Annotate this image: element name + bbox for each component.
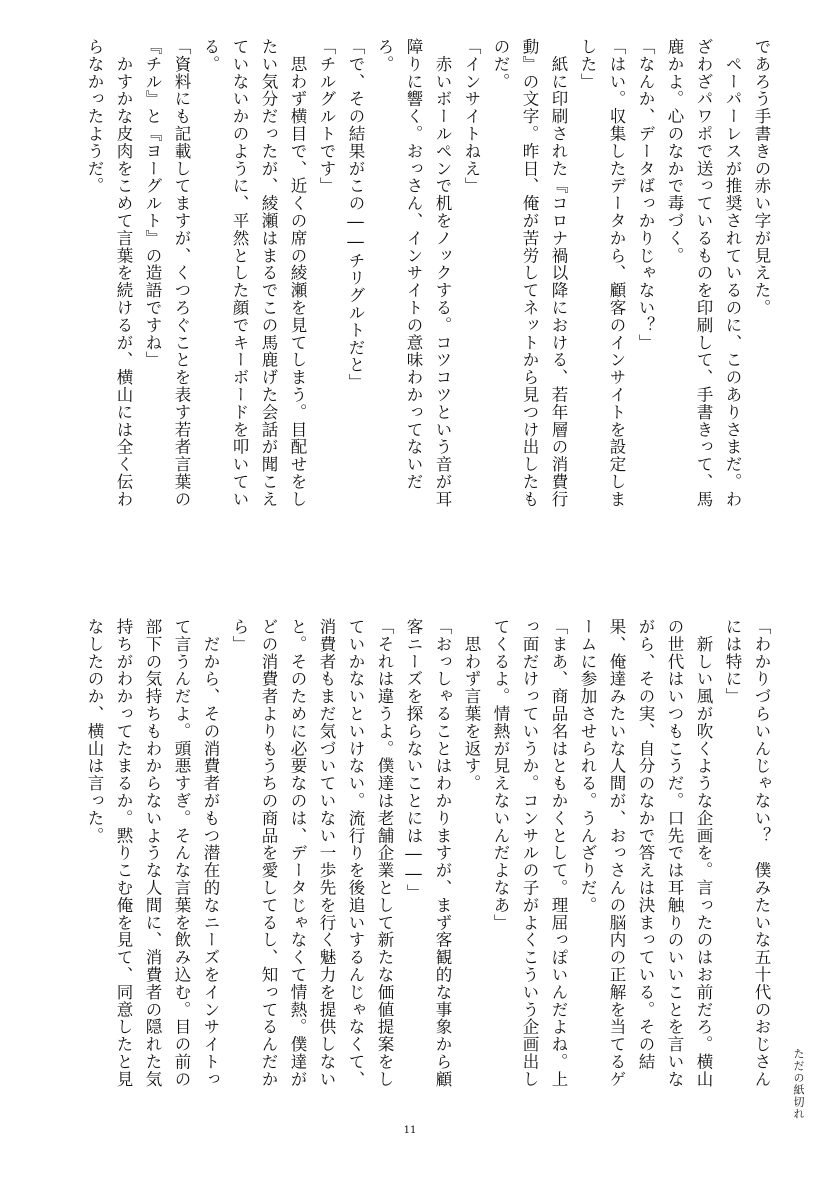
text-line: どの消費者よりもうちの商品を愛してるし、知ってるんだか — [259, 618, 278, 1088]
text-line: ら」 — [230, 618, 249, 653]
text-line: っ面だけっていうか。コンサルの子がよくこういう企画出し — [520, 618, 539, 1088]
text-line: てくるよ。情熱が見えないんだよなあ」 — [491, 618, 510, 932]
text-line: 「資料にも記載してますが、くつろぐことを表す若者言葉の — [172, 38, 191, 508]
text-line: て言うんだよ。頭悪すぎ。そんな言葉を飲み込む。目の前の — [172, 618, 191, 1088]
text-line: 果、俺達みたいな人間が、おっさんの脳内の正解を当てるゲ — [607, 618, 626, 1088]
text-block-bottom — [80, 618, 776, 1118]
text-line: 客ニーズを探らないことには――」 — [404, 618, 423, 902]
text-line: 動』の文字。昨日、俺が苦労してネットから見つけ出したも — [520, 38, 539, 508]
text-line: ざわざパワポで送っているものを印刷して、手書きって、馬 — [694, 38, 713, 508]
text-line: かすかな皮肉をこめて言葉を続けるが、横山には全く伝わ — [114, 38, 133, 508]
text-line: る。 — [201, 38, 220, 73]
text-line: と。そのために必要なのは、データじゃなくて情熱。僕達が — [288, 618, 307, 1088]
text-line: 「はい。収集したデータから、顧客のインサイトを設定しま — [607, 38, 626, 508]
text-line: たい気分だったが、綾瀬はまるでこの馬鹿げた会話が聞こえ — [259, 38, 278, 508]
text-line: 「チルグルトです」 — [317, 38, 336, 195]
text-line: ていないかのように、平然とした顔でキーボードを叩いてい — [230, 38, 249, 508]
text-line: のだ。 — [491, 38, 510, 91]
text-line: には特に」 — [723, 618, 742, 705]
text-line: ペーパーレスが推奨されているのに、このありさまだ。わ — [723, 38, 742, 508]
text-line: 赤いボールペンで机をノックする。コツコツという音が耳 — [433, 38, 452, 508]
text-line: 消費者もまだ気づいていない一歩先を行く魅力を提供しない — [317, 618, 336, 1088]
text-line: であろう手書きの赤い字が見えた。 — [752, 38, 771, 317]
text-line: ていかないといけない。流行りを後追いするんじゃなくて、 — [346, 618, 365, 1088]
text-line: 鹿かよ。心のなかで毒づく。 — [665, 38, 684, 265]
page-number: 11 — [403, 1125, 417, 1136]
text-line: ームに参加させられる。うんざりだ。 — [578, 618, 597, 914]
text-line: 「それは違うよ。僕達は老舗企業として新たな価値提案をし — [375, 618, 394, 1088]
text-line: 「まあ、商品名はともかくとして。理屈っぽいんだよね。上 — [549, 618, 568, 1088]
text-line: 「なんか、データばっかりじゃない？」 — [636, 38, 655, 352]
text-line: ろ。 — [375, 38, 394, 73]
text-line: 「インサイトねえ」 — [462, 38, 481, 195]
text-line: なしたのか、横山は言った。 — [85, 618, 104, 845]
text-block-top — [80, 38, 776, 558]
text-line: 思わず言葉を返す。 — [462, 618, 481, 792]
text-line: した」 — [578, 38, 597, 91]
text-line: 思わず横目で、近くの席の綾瀬を見てしまう。目配せをし — [288, 38, 307, 508]
text-line: の世代はいつもこうだ。口先では耳触りのいいことを言いな — [665, 618, 684, 1088]
text-line: 障りに響く。おっさん、インサイトの意味わかってないだ — [404, 38, 423, 491]
text-line: 「で、その結果がこの――チリグルトだと」 — [346, 38, 365, 391]
text-line: 持ちがわかってたまるか。黙りこむ俺を見て、同意したと見 — [114, 618, 133, 1088]
text-line: 紙に印刷された『コロナ禍以降における、若年層の消費行 — [549, 38, 568, 508]
text-line: 『チル』と『ヨーグルト』の造語ですね」 — [143, 38, 162, 369]
text-line: がら、その実、自分のなかで答えは決まっている。その結 — [636, 618, 655, 1071]
text-line: 新しい風が吹くような企画を。言ったのはお前だろ。横山 — [694, 618, 713, 1088]
text-line: 「おっしゃることはわかりますが、まず客観的な事象から顧 — [433, 618, 452, 1088]
text-line: だから、その消費者がもつ潜在的なニーズをインサイトっ — [201, 618, 220, 1088]
running-head: ただの紙切れ — [792, 1048, 805, 1120]
text-line: 部下の気持ちもわからないような人間に、消費者の隠れた気 — [143, 618, 162, 1088]
text-line: 「わかりづらいんじゃない？ 僕みたいな五十代のおじさん — [752, 618, 771, 1088]
text-line: らなかったようだ。 — [85, 38, 104, 195]
